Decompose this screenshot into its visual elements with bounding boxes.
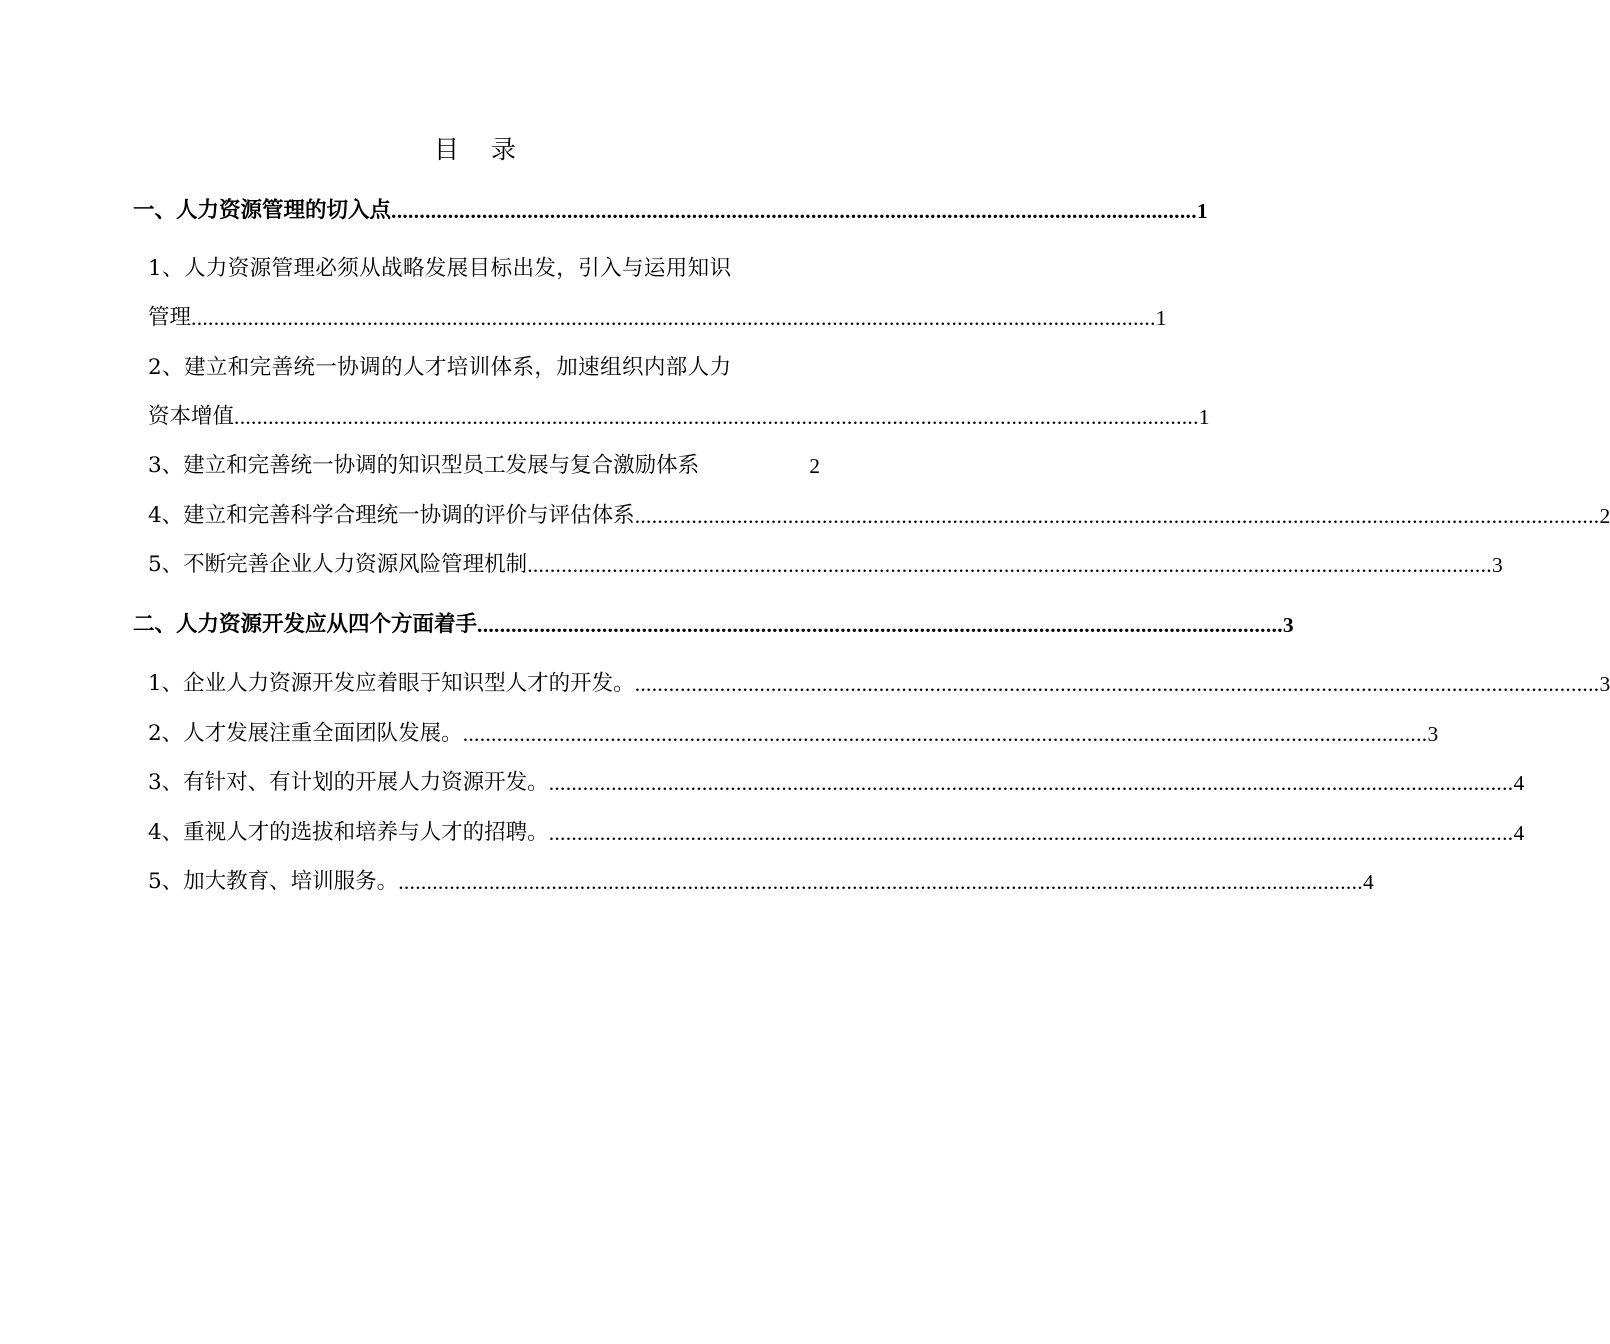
toc-entry-1-3[interactable]: [0, 446, 950, 486]
toc-title: [0, 130, 950, 170]
toc-entry-label: 2、建立和完善统一协调的人才培训体系，加速组织内部人力: [148, 355, 732, 380]
toc-title-char-1: 目: [433, 135, 459, 164]
toc-dot-leader: ..........................................................................................................................................................................: [548, 771, 1514, 795]
toc-page-number: 4: [1362, 870, 1374, 894]
toc-entry-label: 1、企业人力资源开发应着眼于知识型人才的开发。: [148, 671, 635, 696]
toc-page-number: 2: [1599, 504, 1610, 528]
toc-entry-label: 1、人力资源管理必须从战略发展目标出发，引入与运用知识: [148, 256, 732, 281]
toc-dot-leader: ..........................................................................................................................................................................: [634, 672, 1600, 696]
toc-entry-label: 4、建立和完善科学合理统一协调的评价与评估体系: [148, 503, 635, 528]
toc-entry-2-4[interactable]: [0, 813, 1525, 853]
toc-entry-1-1-line-1[interactable]: [0, 249, 950, 289]
toc-page-number: 1: [1155, 306, 1167, 330]
toc-entry-section-1[interactable]: [0, 191, 1208, 231]
toc-page-number: 3: [1599, 672, 1610, 696]
toc-dot-leader: ..............................................................................................................................................: [391, 199, 1197, 223]
toc-entry-1-4[interactable]: [0, 496, 1610, 536]
toc-entry-2-5[interactable]: [0, 862, 1374, 902]
toc-dot-leader: ..........................................................................................................................................................................: [462, 722, 1428, 746]
toc-entry-2-1[interactable]: [0, 664, 1610, 704]
toc-entry-2-2[interactable]: [0, 714, 1439, 754]
toc-entry-1-2-line-1[interactable]: [0, 348, 950, 388]
toc-dot-leader: ..........................................................................................................................................................................: [634, 504, 1600, 528]
toc-entry-label: 3、有针对、有计划的开展人力资源开发。: [148, 770, 549, 795]
toc-page-number: 1: [1198, 405, 1210, 429]
toc-entry-label: 4、重视人才的选拔和培养与人才的招聘。: [148, 820, 549, 845]
toc-page-number: 3: [1282, 613, 1294, 637]
toc-entry-2-3[interactable]: [0, 763, 1525, 803]
toc-dot-leader: ..........................................................................................................................................................................: [398, 870, 1363, 894]
toc-dot-leader: ..........................................................................................................................................................................: [234, 405, 1199, 429]
toc-page-number: 4: [1513, 821, 1525, 845]
toc-entry-1-5[interactable]: [0, 545, 1503, 585]
toc-dot-leader: ..........................................................................................................................................................................: [548, 821, 1514, 845]
toc-page-number: 3: [1427, 722, 1439, 746]
toc-entry-label: 3、建立和完善统一协调的知识型员工发展与复合激励体系: [148, 453, 700, 478]
toc-dot-leader: ..........................................................................................................................................................................: [527, 553, 1492, 577]
toc-entry-section-2[interactable]: [0, 605, 1294, 645]
toc-entry-label: 管理: [148, 305, 192, 330]
toc-entry-label: 5、加大教育、培训服务。: [148, 869, 399, 894]
toc-entry-1-2-line-2[interactable]: [0, 397, 1210, 437]
toc-page-number: 3: [1491, 553, 1503, 577]
toc-page-number: 1: [1196, 199, 1208, 223]
toc-entry-label: 2、人才发展注重全面团队发展。: [148, 721, 463, 746]
toc-title-char-2: 录: [491, 135, 517, 164]
toc-entry-1-1-line-2[interactable]: [0, 298, 1167, 338]
toc-entry-label: 资本增值: [148, 404, 235, 429]
toc-page-number: 4: [1513, 771, 1525, 795]
toc-page-number: 2: [809, 454, 820, 478]
toc-entry-label: 一、人力资源管理的切入点: [133, 198, 392, 223]
toc-dot-leader: ..............................................................................................................................................: [477, 613, 1283, 637]
toc-entry-label: 5、不断完善企业人力资源风险管理机制: [148, 552, 528, 577]
toc-entry-label: 二、人力资源开发应从四个方面着手: [133, 612, 478, 637]
toc-dot-leader: ..........................................................................................................................................................................: [191, 306, 1156, 330]
